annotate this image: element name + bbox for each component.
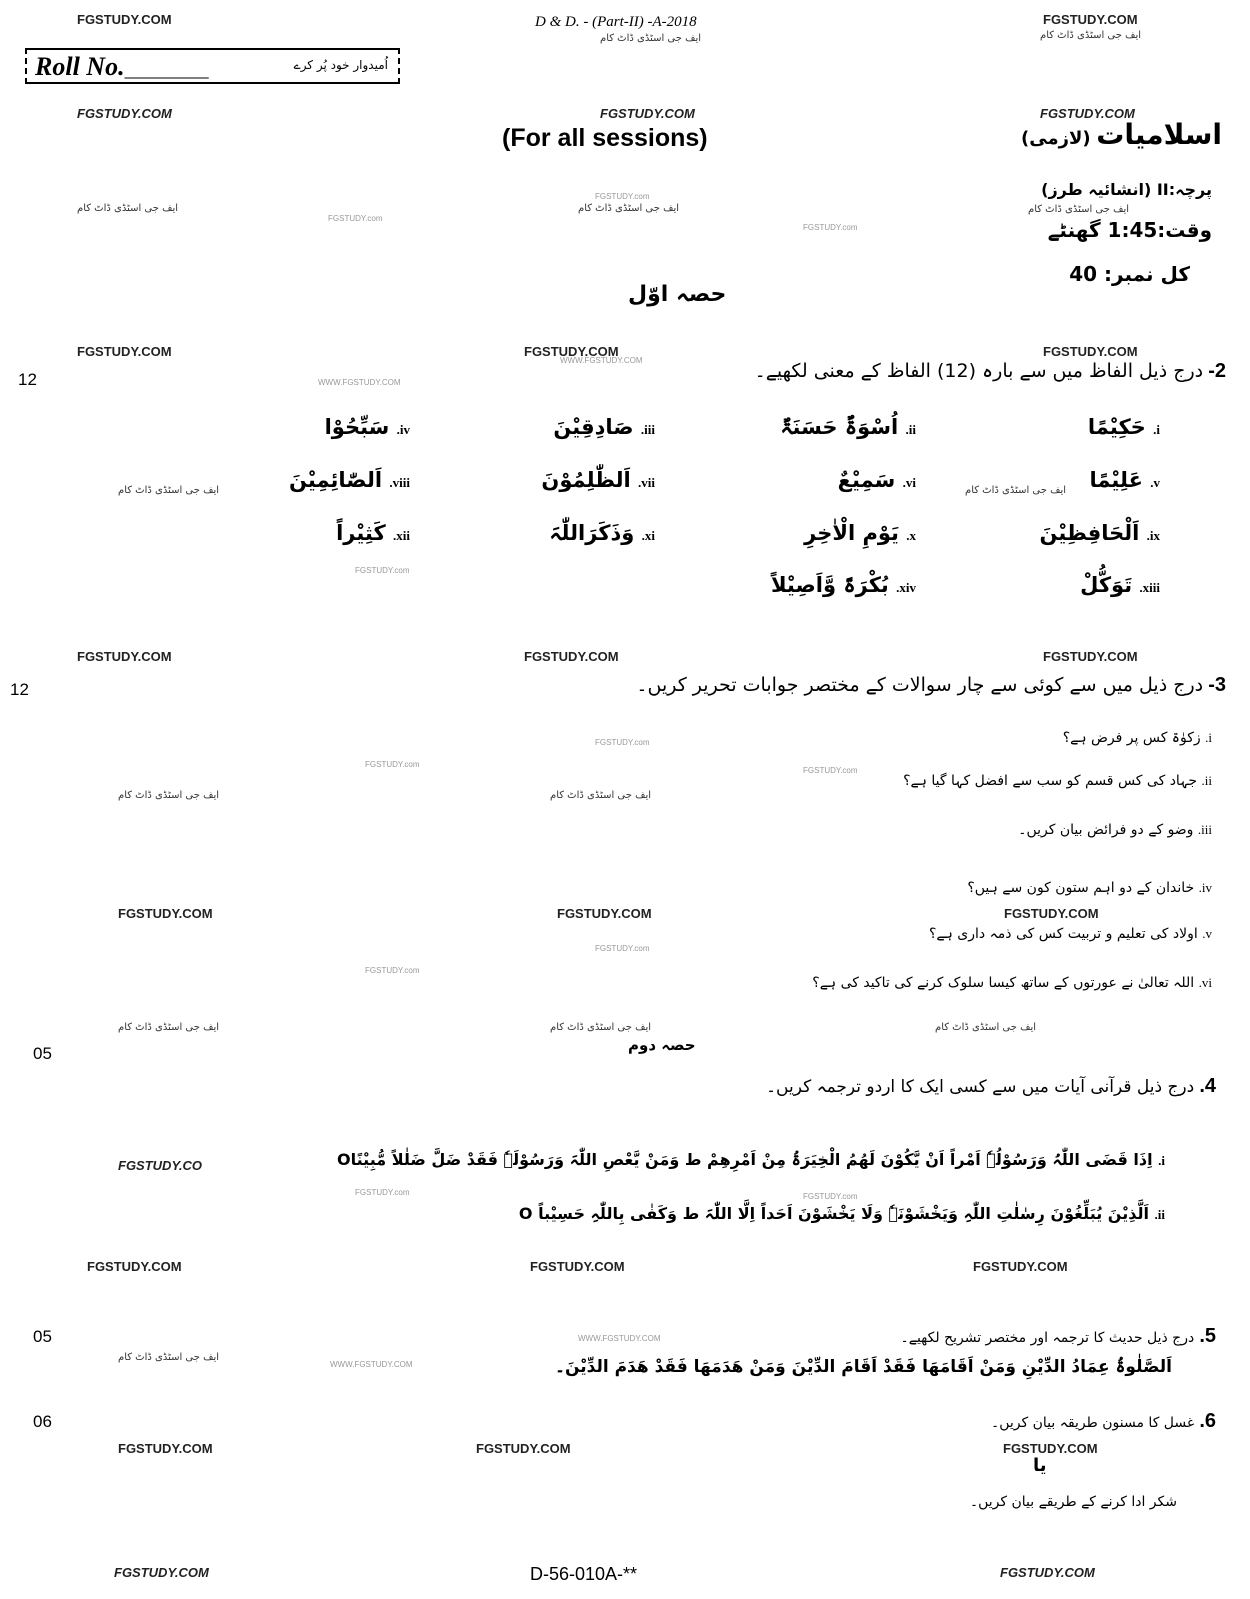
watermark-urdu: ایف جی اسٹڈی ڈاٹ کام: [1028, 204, 1130, 215]
section-two-heading: حصہ دوم: [628, 1036, 696, 1054]
watermark: FGSTUDY.COM: [1004, 906, 1099, 921]
watermark-small: FGSTUDY.com: [355, 566, 410, 575]
watermark-small: FGSTUDY.com: [595, 738, 650, 747]
paper-type: پرچہ:II (انشائیہ طرز): [1041, 180, 1212, 199]
roll-number-box[interactable]: [25, 48, 400, 84]
watermark: FGSTUDY.COM: [118, 1441, 213, 1456]
vocab-word: حَکِیْمًا: [1087, 415, 1146, 439]
watermark-urdu: ایف جی اسٹڈی ڈاٹ کام: [118, 1352, 220, 1363]
item-label: i.: [1153, 422, 1160, 437]
item-label: ii.: [1154, 1207, 1165, 1222]
paper-code: D & D. - (Part-II) -A-2018: [535, 14, 697, 30]
roll-number-blank: ____________: [124, 63, 209, 79]
section-one-heading: حصہ اوّل: [628, 282, 727, 307]
watermark: FGSTUDY.COM: [530, 1259, 625, 1274]
roll-number-instruction: اُمیدوار خود پُر کرے: [293, 58, 388, 72]
item-label: vi.: [1198, 975, 1212, 990]
item-label: viii.: [389, 475, 410, 490]
q4-marks: 05: [33, 1044, 52, 1063]
watermark-small: WWW.FGSTUDY.COM: [578, 1334, 661, 1343]
question-text: خاندان کے دو اہم ستون کون سے ہیں؟: [967, 880, 1195, 896]
watermark: FGSTUDY.COM: [524, 344, 619, 359]
vocab-word: اَلظّٰلِمُوْنَ: [541, 468, 631, 492]
q2-instruction: درج ذیل الفاظ میں سے بارہ (12) الفاظ کے معنی لکھیے۔: [754, 360, 1204, 382]
verse-text: اِذَا قَضَی اللّٰہُ وَرَسُوْلُہٗ اَمْراً اَنْ یَّکُوْنَ لَھُمُ الْخِیَرَۃُ مِنْ اَمْرِھِمْ ط وَمَنْ یَّعْصِ اللّٰہَ وَرَسُوْلَہٗ فَقَدْ ضَلَّ ضَلٰلاً مُّبِیْنًاO: [337, 1150, 1153, 1169]
q5-instruction: درج ذیل حدیث کا ترجمہ اور مختصر تشریح لکھیے۔: [900, 1330, 1195, 1346]
item-label: iv.: [1198, 880, 1212, 895]
q5-number: 5.: [1199, 1325, 1216, 1347]
vocab-word: بُکْرَۃً وَّاَصِیْلاً: [770, 573, 889, 597]
watermark-small: FGSTUDY.com: [803, 223, 858, 232]
watermark-small: WWW.FGSTUDY.COM: [560, 356, 643, 365]
subject-qualifier: (لازمی): [1021, 128, 1091, 149]
q4-heading: [766, 1075, 1216, 1098]
item-label: ii.: [1201, 773, 1212, 788]
watermark: FGSTUDY.COM: [87, 1259, 182, 1274]
watermark: FGSTUDY.COM: [1043, 344, 1138, 359]
item-label: xiii.: [1139, 580, 1160, 595]
item-label: i.: [1205, 730, 1212, 745]
watermark-urdu: ایف جی اسٹڈی ڈاٹ کام: [1040, 30, 1142, 41]
item-label: xi.: [641, 528, 655, 543]
question-text: وضو کے دو فرائض بیان کریں۔: [1018, 822, 1194, 838]
item-label: x.: [906, 528, 916, 543]
watermark-urdu: ایف جی اسٹڈی ڈاٹ کام: [578, 203, 680, 214]
item-label: iii.: [640, 422, 655, 437]
q4-number: 4.: [1199, 1075, 1216, 1097]
watermark-small: FGSTUDY.com: [595, 944, 650, 953]
item-label: ii.: [905, 422, 916, 437]
subject-title: [1021, 118, 1222, 151]
vocab-word: وَذَکَرَاللّٰہَ: [549, 521, 635, 545]
q3-number: 3-: [1208, 674, 1226, 696]
watermark-urdu: ایف جی اسٹڈی ڈاٹ کام: [118, 485, 220, 496]
item-label: v.: [1150, 475, 1160, 490]
watermark-small: FGSTUDY.com: [328, 214, 383, 223]
hadith-text: اَلصَّلٰوۃُ عِمَادُ الدِّیْنِ وَمَنْ اَقَامَھَا فَقَدْ اَقَامَ الدِّیْنَ وَمَنْ ھَدَمَھَا فَقَدْ ھَدَمَ الدِّیْنَ۔: [555, 1357, 1172, 1377]
question-text: زکوٰۃ کس پر فرض ہے؟: [1062, 730, 1201, 746]
time-allowed: وقت:1:45 گھنٹے: [1047, 218, 1212, 242]
q6-heading: [991, 1410, 1216, 1433]
watermark: FGSTUDY.COM: [118, 906, 213, 921]
watermark-urdu: ایف جی اسٹڈی ڈاٹ کام: [118, 1022, 220, 1033]
vocab-word: عَلِیْمًا: [1089, 468, 1143, 492]
watermark: FGSTUDY.COM: [524, 649, 619, 664]
watermark: FGSTUDY.COM: [114, 1565, 209, 1580]
item-label: xiv.: [896, 580, 916, 595]
watermark: FGSTUDY.COM: [973, 1259, 1068, 1274]
q5-heading: [901, 1325, 1216, 1348]
q2-heading: [755, 360, 1226, 383]
q3-marks: 12: [10, 680, 29, 699]
q6-marks: 06: [33, 1412, 52, 1431]
watermark: FGSTUDY.COM: [77, 12, 172, 27]
verse-text: اَلَّذِیْنَ یُبَلِّغُوْنَ رِسٰلٰتِ اللّٰہِ وَیَخْشَوْنَہٗ وَلَا یَخْشَوْنَ اَحَداً اِلَّا اللّٰہَ ط وَکَفٰی بِاللّٰہِ حَسِیْباً O: [518, 1204, 1149, 1223]
q5-marks: 05: [33, 1327, 52, 1346]
watermark-urdu: ایف جی اسٹڈی ڈاٹ کام: [550, 1022, 652, 1033]
watermark-urdu: ایف جی اسٹڈی ڈاٹ کام: [550, 790, 652, 801]
vocab-word: سَمِیْعٌ: [837, 468, 896, 492]
watermark-urdu: ایف جی اسٹڈی ڈاٹ کام: [600, 33, 702, 44]
watermark: FGSTUDY.CO: [118, 1158, 203, 1173]
q6-question-a: غسل کا مسنون طریقہ بیان کریں۔: [991, 1415, 1195, 1431]
watermark-small: FGSTUDY.com: [803, 1192, 858, 1201]
q4-instruction: درج ذیل قرآنی آیات میں سے کسی ایک کا اردو ترجمہ کریں۔: [766, 1077, 1195, 1097]
watermark: FGSTUDY.COM: [557, 906, 652, 921]
question-text: اولاد کی تعلیم و تربیت کس کی ذمہ داری ہے؟: [929, 926, 1198, 942]
watermark-small: FGSTUDY.com: [365, 760, 420, 769]
item-label: iii.: [1197, 822, 1212, 837]
roll-number-label: Roll No.: [35, 52, 125, 81]
item-label: i.: [1158, 1153, 1165, 1168]
question-text: جہاد کی کس قسم کو سب سے افضل کہا گیا ہے؟: [903, 773, 1198, 789]
watermark-urdu: ایف جی اسٹڈی ڈاٹ کام: [77, 203, 179, 214]
watermark-small: WWW.FGSTUDY.COM: [330, 1360, 413, 1369]
vocab-word: یَوْمِ الْاٰخِرِ: [804, 521, 899, 545]
vocab-word: صَادِقِیْنَ: [553, 415, 634, 439]
watermark: FGSTUDY.COM: [77, 344, 172, 359]
watermark-urdu: ایف جی اسٹڈی ڈاٹ کام: [118, 790, 220, 801]
question-text: اللہ تعالیٰ نے عورتوں کے ساتھ کیسا سلوک کرنے کی تاکید کی ہے؟: [812, 975, 1195, 991]
item-label: vi.: [902, 475, 916, 490]
watermark-small: FGSTUDY.com: [355, 1188, 410, 1197]
watermark: FGSTUDY.COM: [1000, 1565, 1095, 1580]
watermark-small: FGSTUDY.com: [365, 966, 420, 975]
total-marks: کل نمبر: 40: [1069, 262, 1190, 286]
q6-question-b: شکر ادا کرنے کے طریقے بیان کریں۔: [969, 1494, 1177, 1510]
q3-heading: [636, 674, 1226, 697]
q2-marks: 12: [18, 370, 37, 389]
watermark-urdu: ایف جی اسٹڈی ڈاٹ کام: [935, 1022, 1037, 1033]
q3-instruction: درج ذیل میں سے کوئی سے چار سوالات کے مختصر جوابات تحریر کریں۔: [636, 674, 1204, 696]
watermark: FGSTUDY.COM: [1043, 649, 1138, 664]
watermark-small: WWW.FGSTUDY.COM: [318, 378, 401, 387]
q6-or-label: یا: [1033, 1455, 1047, 1476]
item-label: ix.: [1146, 528, 1160, 543]
watermark: FGSTUDY.COM: [77, 106, 172, 121]
vocab-word: اَلصّٰائِمِیْنَ: [288, 468, 383, 492]
watermark: FGSTUDY.COM: [1003, 1441, 1098, 1456]
q6-number: 6.: [1199, 1410, 1216, 1432]
vocab-word: اَلْحَافِظِیْنَ: [1039, 521, 1140, 545]
item-label: xii.: [393, 528, 410, 543]
watermark-small: FGSTUDY.com: [803, 766, 858, 775]
sessions-note: (For all sessions): [502, 124, 708, 152]
watermark: FGSTUDY.COM: [1043, 12, 1138, 27]
vocab-word: کَثِیْراً: [336, 521, 386, 545]
watermark: FGSTUDY.COM: [600, 106, 695, 121]
watermark-urdu: ایف جی اسٹڈی ڈاٹ کام: [965, 485, 1067, 496]
watermark-small: FGSTUDY.com: [595, 192, 650, 201]
vocab-word: تَوَکُّلْ: [1080, 573, 1133, 597]
vocab-word: اُسْوَۃٌ حَسَنَۃٌ: [780, 415, 899, 439]
subject-name: اسلامیات: [1096, 118, 1222, 151]
vocab-word: سَبِّحُوْا: [324, 415, 390, 439]
watermark: FGSTUDY.COM: [476, 1441, 571, 1456]
watermark: FGSTUDY.COM: [77, 649, 172, 664]
footer-code: D-56-010A-**: [530, 1564, 638, 1584]
item-label: v.: [1202, 926, 1212, 941]
q2-number: 2-: [1208, 360, 1226, 382]
watermark: FGSTUDY.COM: [1040, 106, 1135, 121]
item-label: vii.: [638, 475, 655, 490]
item-label: iv.: [396, 422, 410, 437]
